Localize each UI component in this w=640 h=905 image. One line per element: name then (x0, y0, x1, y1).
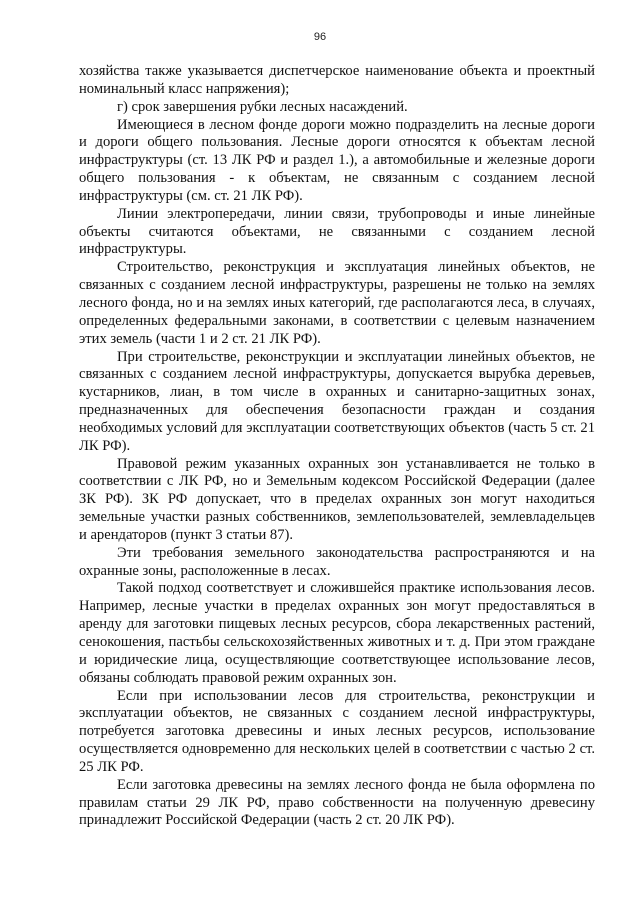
paragraph-legal-regime: Правовой режим указанных охранных зон устанавливается не только в соответствии с ЛК РФ, но и Земельным кодексом Российской Федерации (далее ЗК РФ). ЗК РФ допускает, что в пределах охранных зон могут находиться земельные участки разных собственников, землепользователей, землевладельцев и арендаторов (пункт 3 статьи 87). (79, 455, 595, 543)
paragraph-construction: Строительство, реконструкция и эксплуатация линейных объектов, не связанных с созданием лесной инфраструктуры, разрешены не только на землях лесного фонда, но и на землях иных категорий, где располагаются леса, в случаях, определенных федеральными законами, в соответствии с целевым назначением этих земель (части 1 и 2 ст. 21 ЛК РФ). (79, 259, 595, 347)
paragraph-linear-objects: Линии электропередачи, линии связи, трубопроводы и иные линейные объекты считаются объектами, не связанными с созданием лесной инфраструктуры. (79, 205, 595, 258)
paragraph-multiple-purposes: Если при использовании лесов для строительства, реконструкции и эксплуатации объектов, не связанных с созданием лесной инфраструктуры, потребуется заготовка древесины и иных лесных ресурсов, использование осуществляется одновременно для нескольких целей в соответствии с частью 2 ст. 25 ЛК РФ. (79, 687, 595, 775)
paragraph-felling: При строительстве, реконструкции и эксплуатации линейных объектов, не связанных с созданием лесной инфраструктуры, допускается вырубка деревьев, кустарников, лиан, в том числе в охранных и санитарно-защитных зонах, предназначенных для обеспечения безопасности граждан и создания необходимых условий для эксплуатации соответствующих объектов (часть 5 ст. 21 ЛК РФ). (79, 348, 595, 454)
body-text (79, 63, 595, 830)
paragraph-practice: Такой подход соответствует и сложившейся практике использования лесов. Например, лесные участки в пределах охранных зон могут предоставляться в аренду для заготовки пищевых лесных ресурсов, сбора лекарственных растений, сенокошения, пастьбы сельскохозяйственных животных и т. д. При этом граждане и юридические лица, осуществляющие соответствующее использование лесов, обязаны соблюдать правовой режим охранных зон. (79, 580, 595, 686)
list-item-g: г) срок завершения рубки лесных насаждений. (117, 98, 408, 115)
paragraph-continuation: хозяйства также указывается диспетчерское наименование объекта и проектный номинальный класс напряжения); (79, 63, 595, 97)
paragraph-roads: Имеющиеся в лесном фонде дороги можно подразделить на лесные дороги и дороги общего пользования. Лесные дороги относятся к объектам лесной инфраструктуры (ст. 13 ЛК РФ и раздел 1.), а автомобильные и железные дороги общего пользования - к объектам, не связанным с созданием лесной инфраструктуры (см. ст. 21 ЛК РФ). (79, 116, 595, 204)
paragraph-ownership: Если заготовка древесины на землях лесного фонда не была оформлена по правилам статьи 29 ЛК РФ, право собственности на полученную древесину принадлежит Российской Федерации (часть 2 ст. 20 ЛК РФ). (79, 776, 595, 829)
page-number: 96 (313, 31, 327, 43)
paragraph-requirements: Эти требования земельного законодательства распространяются и на охранные зоны, расположенные в лесах. (79, 544, 595, 579)
